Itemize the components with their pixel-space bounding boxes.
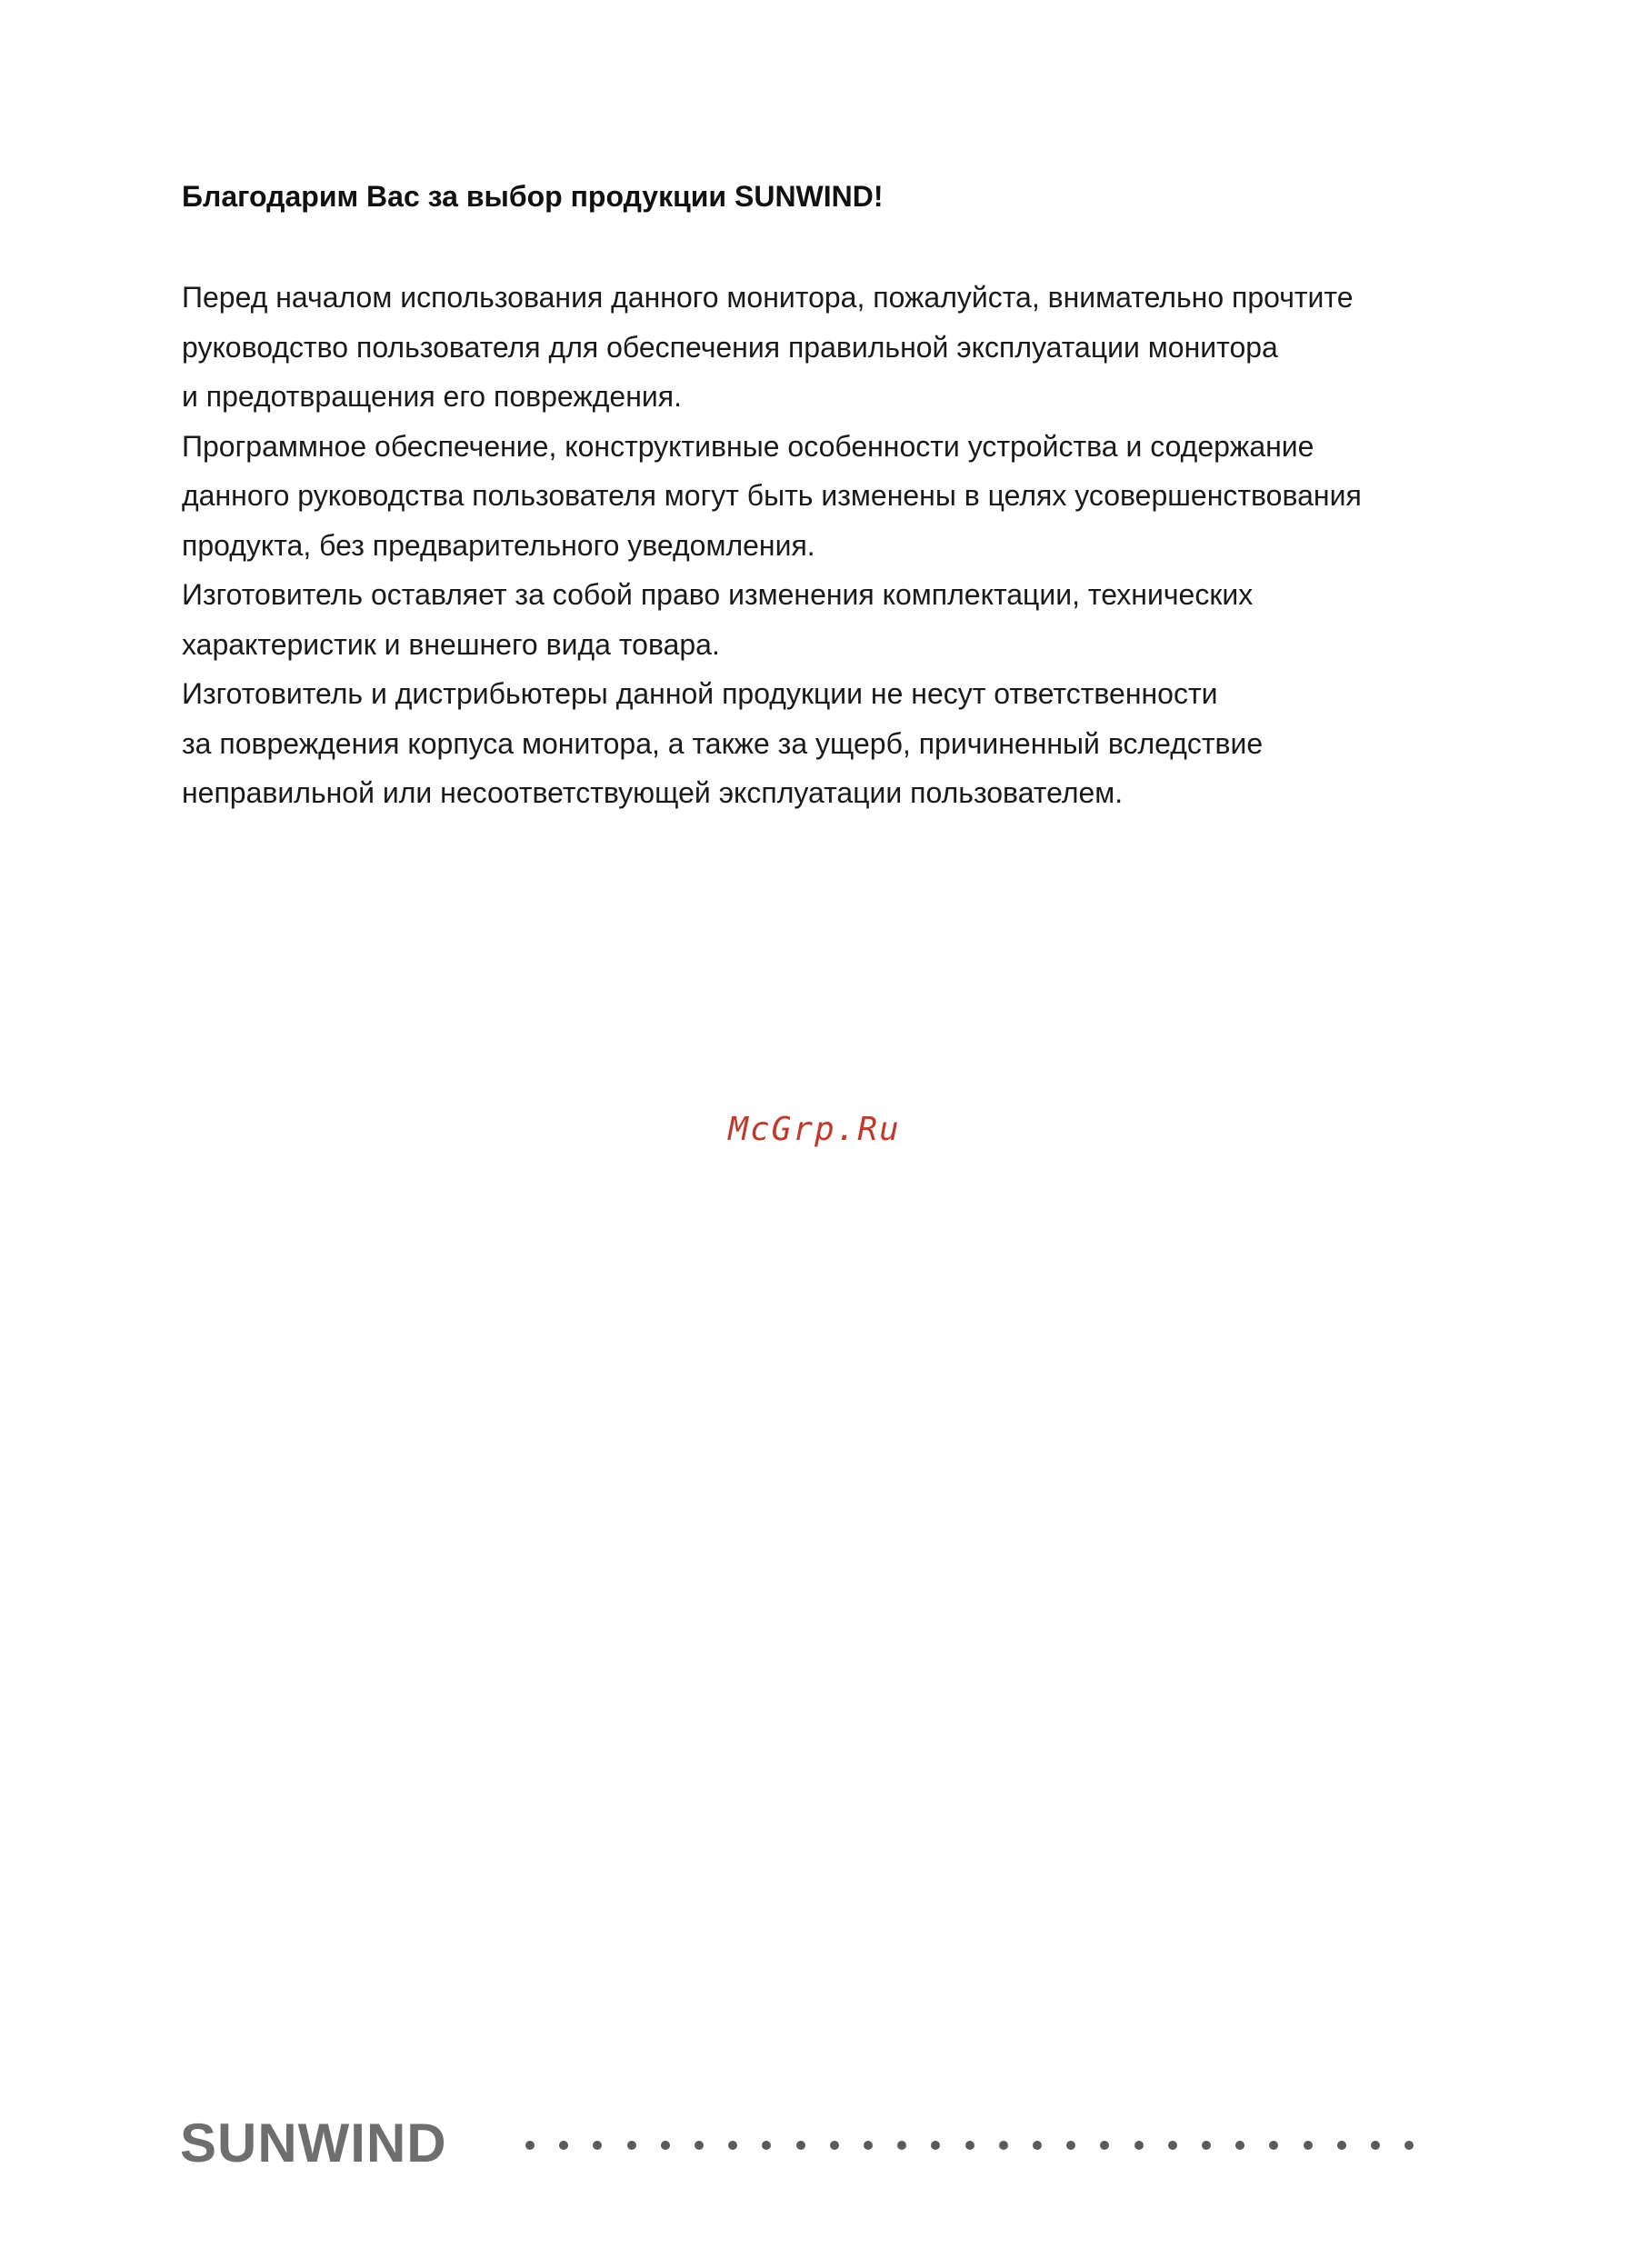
footer-dot xyxy=(999,2141,1008,2150)
footer-dot xyxy=(728,2141,737,2150)
watermark-link[interactable]: McGrp.Ru xyxy=(728,1111,901,1148)
footer-dot xyxy=(1168,2141,1177,2150)
paragraph-line: Перед началом использования данного монитора, пожалуйста, внимательно прочтите xyxy=(182,281,1354,314)
paragraph-line: за повреждения корпуса монитора, а также за ущерб, причиненный вследствие xyxy=(182,726,1264,760)
footer-dot xyxy=(1066,2141,1075,2150)
footer-dot xyxy=(796,2141,805,2150)
footer-dot xyxy=(762,2141,771,2150)
paragraph-line: руководство пользователя для обеспечения правильной эксплуатации монитора xyxy=(182,330,1278,364)
paragraph-line: Изготовитель оставляет за собой право изменения комплектации, технических xyxy=(182,578,1254,611)
intro-paragraph xyxy=(182,273,1473,818)
footer-dot xyxy=(897,2141,906,2150)
footer-dot xyxy=(1371,2141,1380,2150)
footer-dot xyxy=(1033,2141,1042,2150)
footer-dot xyxy=(593,2141,602,2150)
footer-dot xyxy=(1235,2141,1244,2150)
footer-dot xyxy=(1202,2141,1211,2150)
footer-dot xyxy=(661,2141,670,2150)
paragraph-line: неправильной или несоответствующей эксплуатации пользователем. xyxy=(182,776,1124,809)
footer-dot xyxy=(830,2141,839,2150)
footer-dot xyxy=(965,2141,974,2150)
paragraph-line: Изготовитель и дистрибьютеры данной продукции не несут ответственности xyxy=(182,677,1218,710)
page-footer xyxy=(180,2107,1453,2180)
paragraph-line: продукта, без предварительного уведомления. xyxy=(182,528,815,562)
footer-dot xyxy=(1404,2141,1414,2150)
footer-dot xyxy=(695,2141,704,2150)
paragraph-line: и предотвращения его повреждения. xyxy=(182,380,682,413)
footer-dot xyxy=(1134,2141,1144,2150)
footer-dot xyxy=(559,2141,568,2150)
paragraph-line: данного руководства пользователя могут быть изменены в целях усовершенствования xyxy=(182,479,1362,512)
footer-dot xyxy=(864,2141,873,2150)
footer-dot xyxy=(1100,2141,1109,2150)
footer-dot-leader xyxy=(525,2141,1562,2152)
footer-dot xyxy=(1304,2141,1313,2150)
footer-dot xyxy=(931,2141,940,2150)
page-heading: Благодарим Вас за выбор продукции SUNWIND! xyxy=(182,180,884,213)
footer-dot xyxy=(525,2141,535,2150)
paragraph-line: Программное обеспечение, конструктивные особенности устройства и содержание xyxy=(182,429,1314,463)
footer-dot xyxy=(1337,2141,1346,2150)
paragraph-line: характеристик и внешнего вида товара. xyxy=(182,627,720,661)
footer-dot xyxy=(627,2141,636,2150)
footer-dot xyxy=(1269,2141,1278,2150)
sunwind-logo: SUNWIND xyxy=(180,2113,447,2173)
